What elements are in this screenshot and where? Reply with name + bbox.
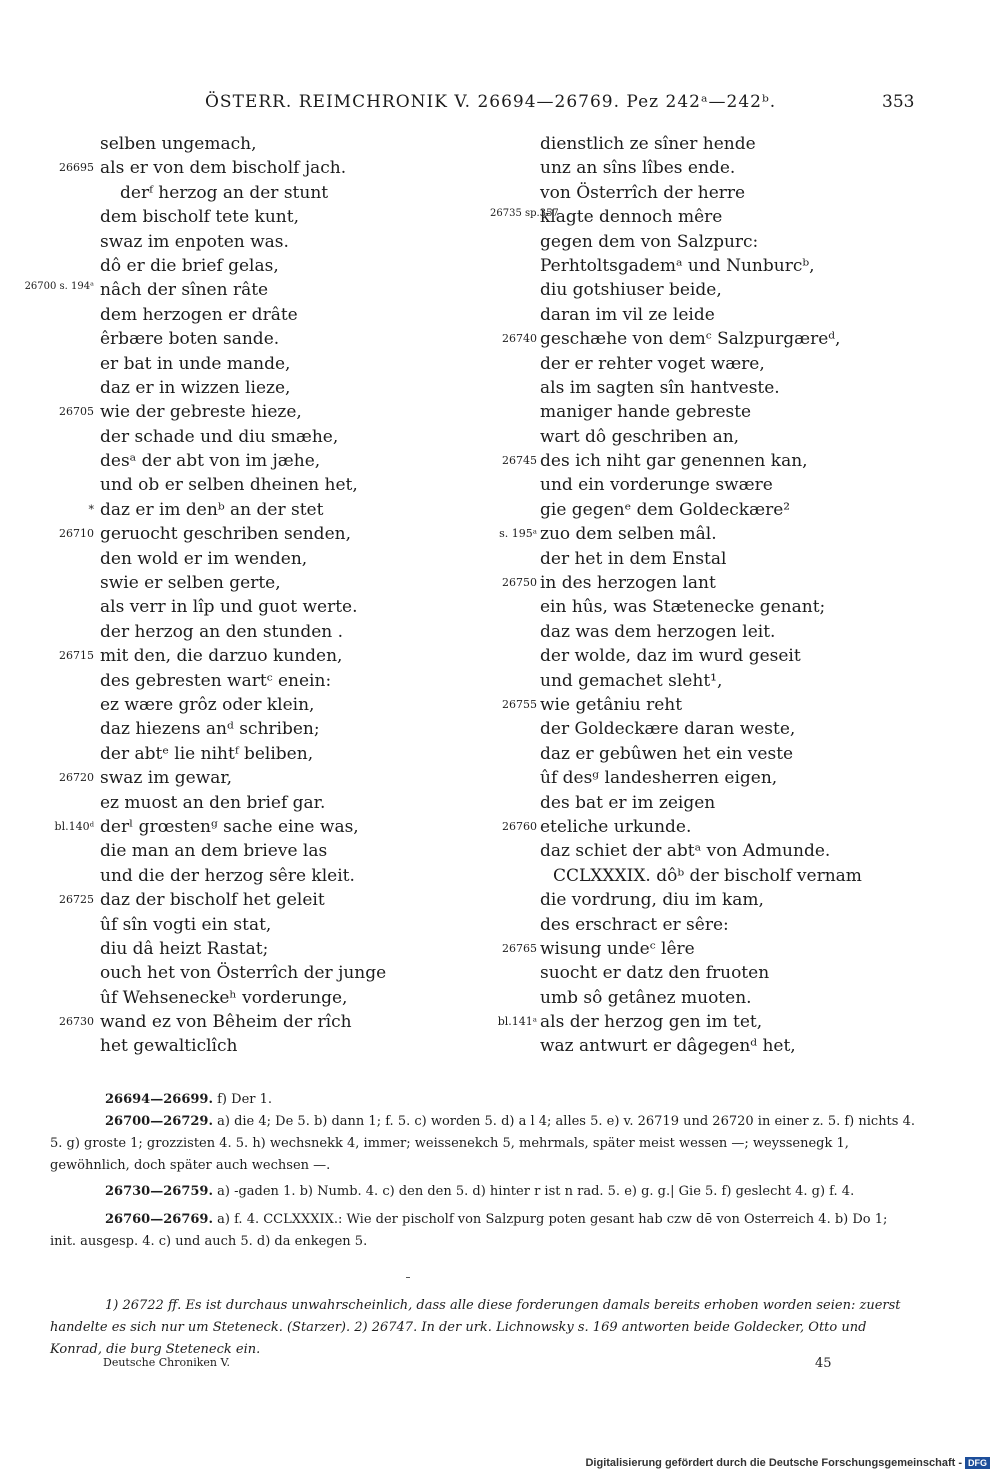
- verse-text: ûf desᵍ landesherren eigen,: [540, 768, 778, 789]
- verse-text: dem bischolf tete kunt,: [100, 207, 299, 228]
- verse-line: [0, 815, 510, 839]
- verse-line: [0, 839, 510, 863]
- footnote: 1) 26722 ff. Es ist durchaus unwahrscheinlich, dass alle diese forderungen damals bereits erhoben worden seien: zuerst handelte es sich nur um Steteneck. (Starzer). 2) 26747. In der urk. Lichnowsky s. 169 antworten beide Goldecker, Otto und Konrad, die burg Steteneck ein.: [50, 1298, 901, 1357]
- verse-line: [490, 205, 1000, 229]
- verse-text: nâch der sînen râte: [100, 280, 269, 301]
- verse-text: eteliche urkunde.: [540, 816, 692, 837]
- apparatus-entry: [50, 1089, 916, 1111]
- line-number: bl.141ᵃ: [497, 1015, 537, 1029]
- verse-line: [490, 132, 1000, 156]
- verse-line: [490, 352, 1000, 376]
- verse-text: des ich niht gar genennen kan,: [540, 451, 808, 472]
- verse-text: des bat er im zeigen: [540, 792, 716, 813]
- verse-line: [0, 986, 510, 1010]
- dfg-logo: DFG: [965, 1457, 990, 1469]
- verse-line: [0, 717, 510, 741]
- footnotes: [50, 1295, 916, 1361]
- verse-line: [0, 425, 510, 449]
- apparatus-text: a) -gaden 1. b) Numb. 4. c) den den 5. d) hinter r ist n rad. 5. e) g. g.| Gie 5. f) geslecht 4. g) f. 4.: [217, 1184, 855, 1199]
- apparatus-key: 26760—26769.: [105, 1212, 213, 1227]
- verse-line: [0, 205, 510, 229]
- verse-text: ûf sîn vogti ein stat,: [100, 914, 272, 935]
- verse-line: [0, 1010, 510, 1034]
- verse-text: die vordrung, diu im kam,: [540, 890, 764, 911]
- verse-line: [0, 230, 510, 254]
- verse-text: umb sô getânez muoten.: [540, 987, 752, 1008]
- verse-line: [0, 864, 510, 888]
- line-number: *: [88, 502, 94, 516]
- verse-text: des erschract er sêre:: [540, 914, 729, 935]
- verse-text: swaz im gewar,: [100, 768, 233, 789]
- verse-text: wand ez von Bêheim der rîch: [100, 1012, 352, 1033]
- line-number: 26705: [59, 405, 94, 419]
- verse-line: [0, 278, 510, 302]
- verse-text: êrbære boten sande.: [100, 329, 280, 350]
- verse-line: [0, 254, 510, 278]
- verse-text: CCLXXXIX. dôᵇ der bischolf vernam: [553, 865, 862, 886]
- verse-line: [490, 522, 1000, 546]
- verse-line: [490, 717, 1000, 741]
- page-number: 353: [882, 92, 915, 112]
- line-number: 26715: [59, 649, 94, 663]
- verse-text: daz er im denᵇ an der stet: [100, 499, 324, 520]
- line-number: 26750: [502, 576, 537, 590]
- verse-text: als im sagten sîn hantveste.: [540, 377, 780, 398]
- verse-text: der Goldeckære daran weste,: [540, 719, 796, 740]
- verse-line: [0, 742, 510, 766]
- dfg-credit-text: Digitalisierung gefördert durch die Deutsche Forschungsgemeinschaft -: [585, 1457, 962, 1469]
- verse-text: daz der bischolf het geleit: [100, 890, 325, 911]
- verse-text: in des herzogen lant: [540, 573, 716, 594]
- verse-text: dem herzogen er drâte: [100, 304, 298, 325]
- verse-line: [490, 791, 1000, 815]
- line-number: s. 195ᵃ: [499, 527, 537, 541]
- verse-line: [0, 791, 510, 815]
- verse-text: geschæhe von demᶜ Salzpurgæreᵈ,: [540, 329, 841, 350]
- verse-text: der schade und diu smæhe,: [100, 426, 339, 447]
- left-verse-column: [0, 132, 510, 1059]
- apparatus-entry: [50, 1181, 916, 1203]
- verse-text: klagte dennoch mêre: [540, 207, 723, 228]
- verse-line: [0, 473, 510, 497]
- verse-text: daz er gebûwen het ein veste: [540, 743, 794, 764]
- verse-line: [490, 913, 1000, 937]
- verse-text: ez wære grôz oder klein,: [100, 694, 315, 715]
- verse-text: den wold er im wenden,: [100, 548, 308, 569]
- verse-line: [490, 961, 1000, 985]
- verse-line: [490, 571, 1000, 595]
- line-number: 26755: [502, 697, 537, 711]
- verse-line: [490, 888, 1000, 912]
- line-number: 26720: [59, 771, 94, 785]
- verse-line: [490, 473, 1000, 497]
- verse-line: [490, 327, 1000, 351]
- verse-text: unz an sîns lîbes ende.: [540, 158, 736, 179]
- verse-text: swaz im enpoten was.: [100, 231, 289, 252]
- verse-line: [0, 888, 510, 912]
- verse-line: [0, 913, 510, 937]
- verse-line: [0, 937, 510, 961]
- verse-line: [0, 181, 510, 205]
- signature-number: 45: [815, 1356, 832, 1371]
- verse-text: daz hiezens anᵈ schriben;: [100, 719, 320, 740]
- verse-line: [0, 400, 510, 424]
- verse-line: [490, 278, 1000, 302]
- verse-text: er bat in unde mande,: [100, 353, 291, 374]
- verse-text: het gewalticlîch: [100, 1036, 238, 1057]
- line-number: 26700 s. 194ᵃ: [24, 281, 94, 293]
- line-number: 26710: [59, 527, 94, 541]
- verse-text: der wolde, daz im wurd geseit: [540, 646, 801, 667]
- verse-text: derᶠ herzog an der stunt: [120, 182, 329, 203]
- verse-line: [0, 327, 510, 351]
- verse-text: die man an dem brieve las: [100, 841, 328, 862]
- verse-line: [0, 498, 510, 522]
- verse-text: maniger hande gebreste: [540, 402, 752, 423]
- line-number: 26730: [59, 1015, 94, 1029]
- verse-text: der herzog an den stunden .: [100, 621, 344, 642]
- verse-line: [490, 156, 1000, 180]
- apparatus-entry: [50, 1111, 916, 1177]
- verse-text: daran im vil ze leide: [540, 304, 715, 325]
- verse-text: gegen dem von Salzpurc:: [540, 231, 759, 252]
- verse-line: [490, 839, 1000, 863]
- apparatus-key: 26700—26729.: [105, 1114, 213, 1129]
- verse-line: [490, 864, 1000, 888]
- verse-text: suocht er datz den fruoten: [540, 963, 770, 984]
- verse-text: als verr in lîp und guot werte.: [100, 597, 358, 618]
- verse-line: [0, 961, 510, 985]
- verse-text: geruocht geschriben senden,: [100, 524, 351, 545]
- verse-text: diu dâ heizt Rastat;: [100, 938, 269, 959]
- apparatus-key: 26694—26699.: [105, 1092, 213, 1107]
- verse-text: des gebresten wartᶜ enein:: [100, 670, 332, 691]
- verse-text: als der herzog gen im tet,: [540, 1012, 763, 1033]
- verse-text: ez muost an den brief gar.: [100, 792, 326, 813]
- verse-text: daz schiet der abtᵃ von Admunde.: [540, 841, 831, 862]
- line-number: 26735 sp.357: [490, 208, 559, 220]
- verse-text: wie getâniu reht: [540, 694, 683, 715]
- verse-line: [490, 766, 1000, 790]
- apparatus-text: a) f. 4. CCLXXXIX.: Wie der pischolf von Salzpurg poten gesant hab czw dē von Osterreich 4. b) Do 1; init. ausgesp. 4. c) und auch 5. d) da enkegen 5.: [50, 1212, 888, 1249]
- verse-text: als er von dem bischolf jach.: [100, 158, 347, 179]
- verse-text: Perhtoltsgademᵃ und Nunburcᵇ,: [540, 255, 815, 276]
- verse-line: [490, 1034, 1000, 1058]
- line-number: 26695: [59, 161, 94, 175]
- verse-line: [0, 669, 510, 693]
- verse-line: [490, 742, 1000, 766]
- verse-text: und ein vorderunge swære: [540, 475, 773, 496]
- verse-line: [0, 620, 510, 644]
- running-title: ÖSTERR. REIMCHRONIK V. 26694—26769. Pez 242ᵃ—242ᵇ.: [205, 92, 777, 112]
- verse-text: ûf Wehseneckeʰ vorderunge,: [100, 987, 348, 1008]
- verse-text: der er rehter voget wære,: [540, 353, 765, 374]
- verse-line: [490, 1010, 1000, 1034]
- verse-text: der abtᵉ lie nihtᶠ beliben,: [100, 743, 314, 764]
- line-number: 26740: [502, 332, 537, 346]
- verse-line: [0, 132, 510, 156]
- verse-text: und ob er selben dheinen het,: [100, 475, 358, 496]
- verse-text: wisung undeᶜ lêre: [540, 938, 695, 959]
- verse-line: [0, 571, 510, 595]
- apparatus-key: 26730—26759.: [105, 1184, 213, 1199]
- verse-text: mit den, die darzuo kunden,: [100, 646, 343, 667]
- verse-line: [0, 1034, 510, 1058]
- verse-line: [0, 693, 510, 717]
- verse-text: daz er in wizzen lieze,: [100, 377, 291, 398]
- verse-line: [0, 449, 510, 473]
- verse-line: [490, 620, 1000, 644]
- verse-line: [490, 425, 1000, 449]
- line-number: 26760: [502, 819, 537, 833]
- apparatus-entry: [50, 1209, 916, 1253]
- verse-line: [0, 595, 510, 619]
- verse-text: dienstlich ze sîner hende: [540, 134, 756, 154]
- verse-line: [490, 449, 1000, 473]
- verse-text: und die der herzog sêre kleit.: [100, 865, 355, 886]
- verse-line: [0, 547, 510, 571]
- verse-line: [490, 693, 1000, 717]
- verse-line: [0, 376, 510, 400]
- verse-text: ouch het von Österrîch der junge: [100, 963, 387, 984]
- verse-line: [0, 522, 510, 546]
- verse-text: von Österrîch der herre: [540, 182, 746, 203]
- line-number: 26725: [59, 893, 94, 907]
- verse-text: zuo dem selben mâl.: [540, 524, 717, 545]
- verse-line: [490, 230, 1000, 254]
- apparatus-text: f) Der 1.: [217, 1092, 273, 1107]
- verse-text: derˡ grœstenᵍ sache eine was,: [100, 816, 359, 837]
- right-verse-column: [490, 132, 1000, 1059]
- verse-text: waz antwurt er dâgegenᵈ het,: [540, 1036, 796, 1057]
- verse-text: ein hûs, was Stætenecke genant;: [540, 597, 826, 618]
- verse-text: swie er selben gerte,: [100, 573, 281, 594]
- verse-line: [490, 376, 1000, 400]
- verse-text: daz was dem herzogen leit.: [540, 621, 776, 642]
- verse-text: der het in dem Enstal: [540, 548, 727, 569]
- verse-text: dô er die brief gelas,: [100, 255, 279, 276]
- verse-line: [0, 644, 510, 668]
- verse-line: [490, 547, 1000, 571]
- verse-line: [0, 156, 510, 180]
- verse-line: [490, 595, 1000, 619]
- verse-line: [490, 986, 1000, 1010]
- verse-line: [0, 766, 510, 790]
- verse-text: desᵃ der abt von im jæhe,: [100, 451, 321, 472]
- verse-text: und gemachet sleht¹,: [540, 670, 723, 691]
- verse-line: [490, 669, 1000, 693]
- line-number: 26765: [502, 941, 537, 955]
- verse-line: [0, 303, 510, 327]
- line-number: 26745: [502, 454, 537, 468]
- line-number: bl.140ᵈ: [54, 819, 94, 833]
- verse-line: [490, 937, 1000, 961]
- verse-text: wart dô geschriben an,: [540, 426, 740, 447]
- verse-line: [490, 181, 1000, 205]
- verse-text: selben ungemach,: [100, 134, 257, 154]
- series-title: Deutsche Chroniken V.: [103, 1356, 230, 1369]
- verse-text: wie der gebreste hieze,: [100, 402, 302, 423]
- verse-line: [490, 815, 1000, 839]
- verse-line: [490, 303, 1000, 327]
- verse-line: [490, 400, 1000, 424]
- verse-text: gie gegenᵉ dem Goldeckære²: [540, 499, 791, 520]
- verse-line: [0, 352, 510, 376]
- apparatus-text: a) die 4; De 5. b) dann 1; f. 5. c) worden 5. d) a l 4; alles 5. e) v. 26719 und 26720 in einer z. 5. f) nichts 4. 5. g) groste 1; grozzisten 4. 5. h) wechsnekk 4, immer; weissenekch 5, mehrmals, später meist wessen —; weyssenegk 1, gewöhnlich, doch später auch wechsen —.: [50, 1114, 915, 1173]
- verse-text: diu gotshiuser beide,: [540, 280, 722, 301]
- verse-line: [490, 254, 1000, 278]
- dfg-credit: [585, 1457, 990, 1469]
- verse-line: [490, 644, 1000, 668]
- verse-line: [490, 498, 1000, 522]
- critical-apparatus: [50, 1089, 916, 1253]
- separator-mark: [406, 1277, 410, 1278]
